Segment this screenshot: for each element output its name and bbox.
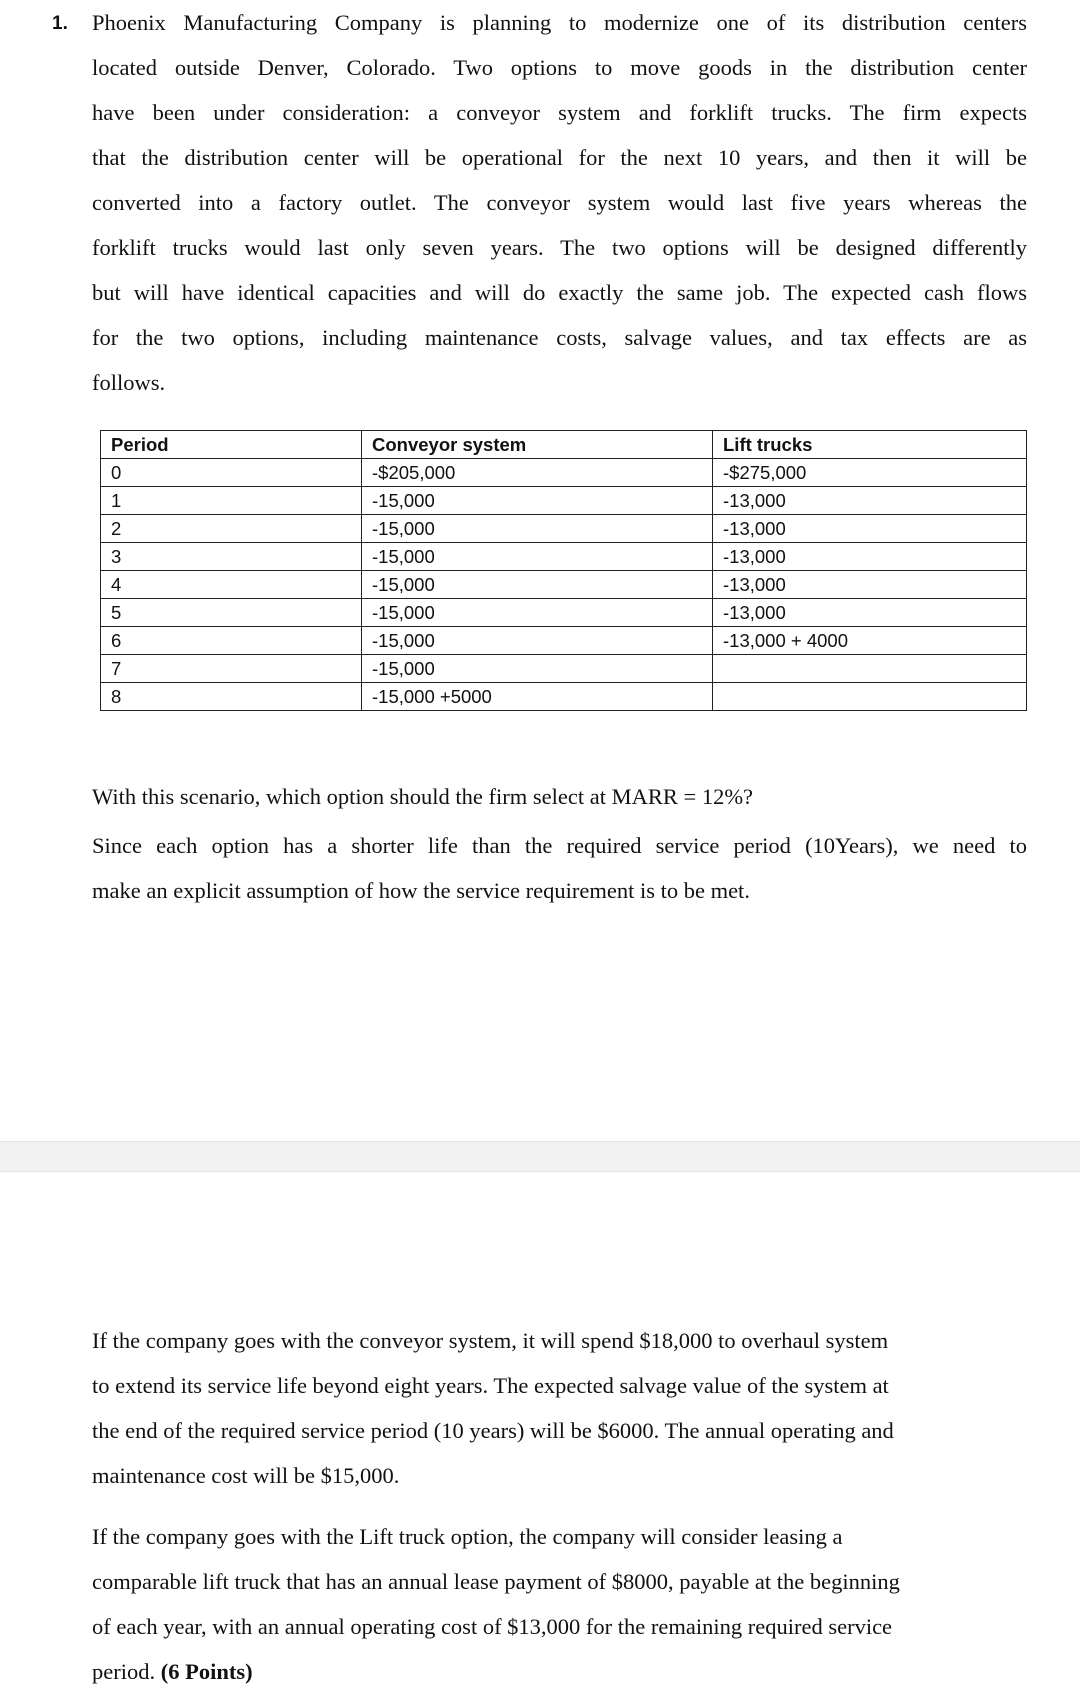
assumption-paragraph	[92, 823, 1027, 913]
points-label: (6 Points)	[160, 1659, 253, 1684]
column-header: Conveyor system	[362, 431, 713, 459]
text-line	[92, 1604, 1027, 1649]
column-header: Period	[101, 431, 362, 459]
column-header: Lift trucks	[713, 431, 1027, 459]
question-text	[92, 774, 1027, 819]
table-cell: 3	[101, 543, 362, 571]
text-line-content: Since each option has a shorter life than the required service period (10Years), we need to	[92, 833, 1027, 858]
table-cell	[713, 683, 1027, 711]
text-line	[92, 823, 1027, 868]
text-line	[92, 180, 1027, 225]
table-row	[101, 599, 1027, 627]
text-line-content: forklift trucks would last only seven years. The two options will be designed differently	[92, 235, 1027, 260]
table-cell: 8	[101, 683, 362, 711]
table-cell: 7	[101, 655, 362, 683]
table-cell: 4	[101, 571, 362, 599]
intro-paragraph	[92, 0, 1027, 405]
table-cell: -13,000 + 4000	[713, 627, 1027, 655]
table-cell: -15,000	[362, 515, 713, 543]
table-header-row	[101, 431, 1027, 459]
text-line	[92, 1514, 1027, 1559]
table-row	[101, 571, 1027, 599]
text-line-content: comparable lift truck that has an annual lease payment of $8000, payable at the beginning	[92, 1569, 900, 1594]
table-cell: 0	[101, 459, 362, 487]
text-line	[92, 1559, 1027, 1604]
table-cell: -13,000	[713, 543, 1027, 571]
table-row	[101, 459, 1027, 487]
table-cell: 6	[101, 627, 362, 655]
text-line	[92, 225, 1027, 270]
table-cell: -13,000	[713, 571, 1027, 599]
table-cell: -13,000	[713, 599, 1027, 627]
table-cell: -15,000	[362, 627, 713, 655]
text-line	[92, 360, 1027, 405]
text-line-content: located outside Denver, Colorado. Two options to move goods in the distribution center	[92, 55, 1027, 80]
text-line-content: period.	[92, 1659, 156, 1684]
text-line	[92, 1408, 1027, 1453]
text-line-content: of each year, with an annual operating cost of $13,000 for the remaining required service	[92, 1614, 893, 1639]
text-line-content: Phoenix Manufacturing Company is planning to modernize one of its distribution centers	[92, 10, 1027, 35]
table-cell: 5	[101, 599, 362, 627]
question-number: 1.	[52, 13, 68, 34]
table-row	[101, 515, 1027, 543]
text-line	[92, 45, 1027, 90]
table-cell: -15,000	[362, 487, 713, 515]
text-line-content: If the company goes with the Lift truck option, the company will consider leasing a	[92, 1524, 843, 1549]
text-line-content: to extend its service life beyond eight years. The expected salvage value of the system at	[92, 1373, 889, 1398]
conveyor-paragraph	[92, 1318, 1027, 1498]
cash-flow-table	[100, 430, 1027, 711]
table-cell: -15,000	[362, 571, 713, 599]
table-cell: -15,000	[362, 655, 713, 683]
table-row	[101, 655, 1027, 683]
table-cell: -15,000	[362, 543, 713, 571]
text-line	[92, 270, 1027, 315]
table-row	[101, 487, 1027, 515]
table-cell: -15,000	[362, 599, 713, 627]
text-line-content: follows.	[92, 370, 166, 395]
text-line	[92, 1363, 1027, 1408]
text-line-content: the end of the required service period (10 years) will be $6000. The annual operating and	[92, 1418, 894, 1443]
table-cell: -15,000 +5000	[362, 683, 713, 711]
text-line	[92, 135, 1027, 180]
text-line	[92, 0, 1027, 45]
question-line: With this scenario, which option should the firm select at MARR = 12%?	[92, 784, 754, 809]
text-line-content: maintenance cost will be $15,000.	[92, 1463, 400, 1488]
lift-truck-paragraph	[92, 1514, 1027, 1694]
table-row	[101, 627, 1027, 655]
table-cell: 2	[101, 515, 362, 543]
table-cell: -13,000	[713, 515, 1027, 543]
text-line	[92, 868, 1027, 913]
text-line-content: make an explicit assumption of how the service requirement is to be met.	[92, 878, 750, 903]
text-line-content: but will have identical capacities and will do exactly the same job. The expected cash flows	[92, 280, 1027, 305]
table-row	[101, 543, 1027, 571]
page-separator	[0, 1141, 1080, 1172]
table-cell: 1	[101, 487, 362, 515]
table-cell	[713, 655, 1027, 683]
text-line	[92, 1453, 1027, 1498]
text-line-content: converted into a factory outlet. The conveyor system would last five years whereas the	[92, 190, 1027, 215]
text-line-content: have been under consideration: a conveyor system and forklift trucks. The firm expects	[92, 100, 1027, 125]
table-cell: -$205,000	[362, 459, 713, 487]
text-line	[92, 1649, 1027, 1694]
text-line-content: for the two options, including maintenance costs, salvage values, and tax effects are as	[92, 325, 1027, 350]
text-line-content: that the distribution center will be operational for the next 10 years, and then it will be	[92, 145, 1027, 170]
text-line	[92, 315, 1027, 360]
table-row	[101, 683, 1027, 711]
text-line	[92, 1318, 1027, 1363]
table-cell: -13,000	[713, 487, 1027, 515]
text-line-content: If the company goes with the conveyor system, it will spend $18,000 to overhaul system	[92, 1328, 889, 1353]
text-line	[92, 90, 1027, 135]
table-cell: -$275,000	[713, 459, 1027, 487]
